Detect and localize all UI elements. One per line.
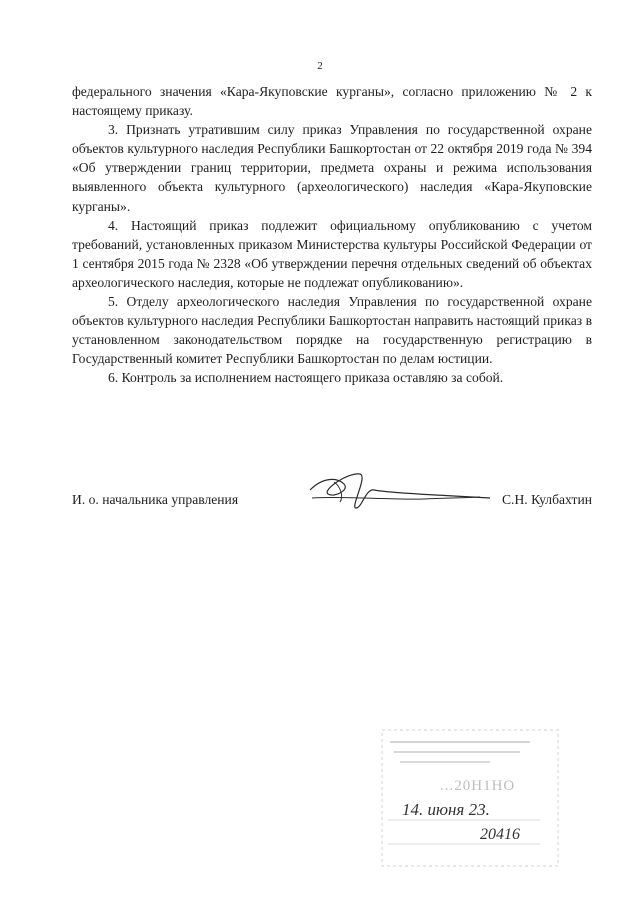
document-body xyxy=(72,82,592,388)
paragraph-continuation: федерального значения «Кара-Якуповские курганы», согласно приложению № 2 к настоящему приказу. xyxy=(72,84,592,119)
stamp-date-handwritten: 14. июня 23. xyxy=(402,800,490,819)
signature-block xyxy=(72,484,592,524)
signatory-title: И. о. начальника управления xyxy=(72,492,239,507)
registration-stamp xyxy=(380,728,560,868)
paragraph-item-5: 5. Отделу археологического наследия Управления по государственной охране объектов культурного наследия Республики Башкортостан направить настоящий приказ в установленном законодательством порядке на государственную регистрацию в Государственный комитет Республики Башкортостан по делам юстиции. xyxy=(72,294,592,367)
stamp-reg-number: ...20Н1НО xyxy=(440,778,516,794)
handwritten-signature xyxy=(304,468,494,518)
stamp-number-handwritten: 20416 xyxy=(480,826,520,843)
stamp-frame xyxy=(380,728,560,868)
signatory-name: С.Н. Кулбахтин xyxy=(501,492,592,507)
page-number: 2 xyxy=(317,60,323,72)
paragraph-item-4: 4. Настоящий приказ подлежит официальному опубликованию с учетом требований, установленных приказом Министерства культуры Российской Федерации от 1 сентября 2015 года № 2328 «Об утверждении перечня отдельных сведений об объектах археологического наследия, которые не подлежат опубликованию». xyxy=(72,217,592,290)
paragraph-item-6: 6. Контроль за исполнением настоящего приказа оставляю за собой. xyxy=(108,370,504,386)
paragraph-item-3: 3. Признать утратившим силу приказ Управления по государственной охране объектов культурного наследия Республики Башкортостан от 22 октября 2019 года № 394 «Об утверждении границ территории, предмета охраны и режима использования выявленного объекта культурного (археологического) наследия «Кара-Якуповские курганы». xyxy=(72,122,592,214)
